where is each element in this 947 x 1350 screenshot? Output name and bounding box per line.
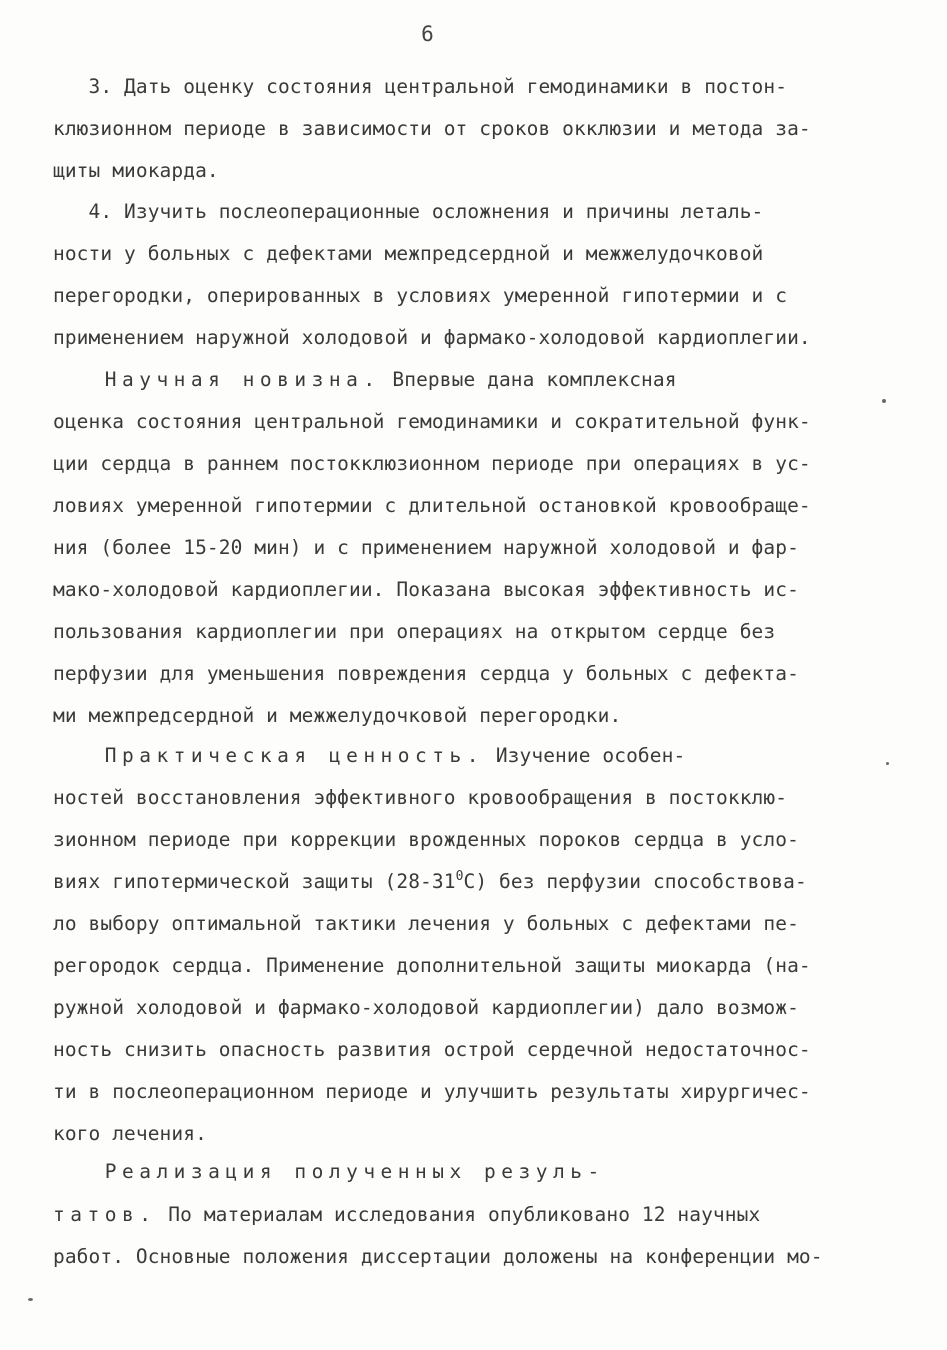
text-fragment: Изучение особен- [484,744,686,767]
text-line: ти в послеоперационном периоде и улучшить результаты хирургичес- [53,1080,811,1103]
text-line: ности у больных с дефектами межпредсердной и межжелудочковой [53,242,764,265]
text-line: кого лечения. [53,1122,207,1145]
text-line: ции сердца в раннем постокклюзионном периоде при операциях в ус- [53,452,811,475]
text-fragment: Впервые дана комплексная [380,368,677,391]
text-line [53,867,873,900]
page-number: 6 [421,22,434,46]
text-line: регородок сердца. Применение дополнительной защиты миокарда (на- [53,954,811,977]
degree-superscript: 0 [455,869,464,884]
text-line: ло выбору оптимальной тактики лечения у больных с дефектами пе- [53,912,799,935]
scan-speck [28,1298,33,1301]
text-line [53,741,873,771]
text-line [53,365,873,395]
section-heading-implementation-end: татов. [53,1203,157,1226]
text-fragment: С) без перфузии способствова- [463,870,807,893]
text-line: ностей восстановления эффективного кровообращения в постокклю- [53,786,788,809]
text-fragment: По материалам исследования опубликовано 12 научных [156,1203,761,1226]
text-line: 4. Изучить послеоперационные осложнения и причины леталь- [53,200,764,223]
text-line: ружной холодовой и фармако-холодовой кардиоплегии) дало возмож- [53,996,799,1019]
text-line: применением наружной холодовой и фармако-холодовой кардиоплегии. [53,326,811,349]
scan-speck [882,399,886,403]
text-line: щиты миокарда. [53,159,219,182]
text-line: перегородки, оперированных в условиях умеренной гипотермии и с [53,284,788,307]
text-line: 3. Дать оценку состояния центральной гемодинамики в постон- [53,75,788,98]
section-heading-implementation: Реализация полученных резуль- [53,1160,605,1183]
text-line: ми межпредсердной и межжелудочковой перегородки. [53,704,622,727]
text-line: оценка состояния центральной гемодинамики и сократительной функ- [53,410,811,433]
section-heading-novelty: Научная новизна. [53,368,381,391]
section-heading-practical-value: Практическая ценность. [53,744,484,767]
text-line [53,1200,873,1230]
text-line: пользования кардиоплегии при операциях на открытом сердце без [53,620,776,643]
text-line: работ. Основные положения диссертации доложены на конференции мо- [53,1245,823,1268]
text-line: ловиях умеренной гипотермии с длительной остановкой кровообраще- [53,494,811,517]
text-line: мако-холодовой кардиоплегии. Показана высокая эффективность ис- [53,578,799,601]
scan-speck [886,762,889,765]
text-line: ность снизить опасность развития острой сердечной недостаточнос- [53,1038,811,1061]
text-line: клюзионном периоде в зависимости от сроков окклюзии и метода за- [53,117,811,140]
text-line: перфузии для уменьшения повреждения сердца у больных с дефекта- [53,662,799,685]
text-line: ния (более 15-20 мин) и с применением наружной холодовой и фар- [53,536,799,559]
text-line: зионном периоде при коррекции врожденных пороков сердца в усло- [53,828,799,851]
text-fragment: виях гипотермической защиты (28-31 [53,870,456,893]
